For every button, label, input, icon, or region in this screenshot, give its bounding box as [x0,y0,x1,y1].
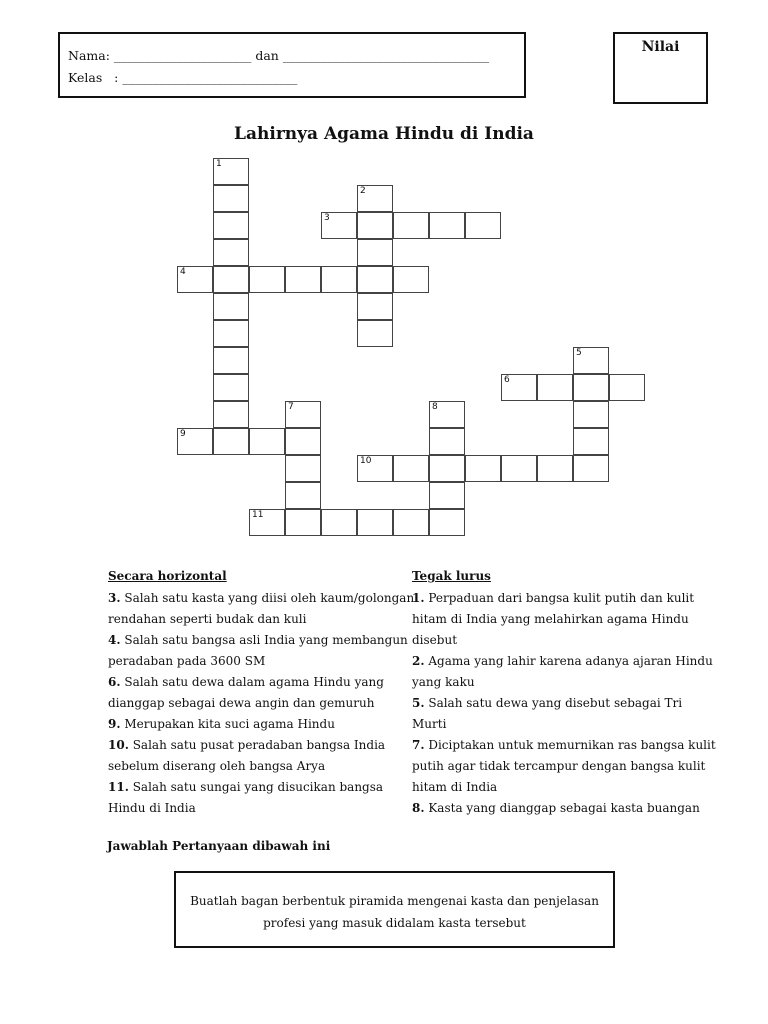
task-line: profesi yang masuk didalam kasta tersebut [263,916,526,930]
crossword-cell[interactable] [393,266,429,293]
clue-text: Merupakan kita suci agama Hindu [120,717,335,731]
horizontal-clues [108,588,414,819]
class-line[interactable]: Kelas : ____________________________ [68,70,298,85]
crossword-cell[interactable] [213,266,249,293]
crossword-cell[interactable] [573,347,609,374]
crossword-cell[interactable] [537,455,573,482]
clue-line [412,609,716,630]
clue-text: Salah satu pusat peradaban bangsa India [128,738,386,752]
clue-line [412,798,716,819]
clue-number: 8 [432,402,438,412]
crossword-cell[interactable] [393,509,429,536]
crossword-cell[interactable] [357,509,393,536]
clue-text: Salah satu dewa dalam agama Hindu yang [120,675,384,689]
clue-text: Salah satu dewa yang disebut sebagai Tri [424,696,683,710]
clue-number: 7 [288,402,294,412]
clue-line [108,798,414,819]
clue-number: 6 [504,375,510,385]
horizontal-heading: Secara horizontal [108,569,227,583]
crossword-cell[interactable] [609,374,645,401]
clue-line [108,714,414,735]
crossword-cell[interactable] [285,455,321,482]
clue-text: rendahan seperti budak dan kuli [108,612,307,626]
crossword-cell[interactable] [321,509,357,536]
crossword-cell[interactable] [177,266,213,293]
crossword-cell[interactable] [285,428,321,455]
clue-text: dianggap sebagai dewa angin dan gemuruh [108,696,375,710]
crossword-cell[interactable] [285,401,321,428]
crossword-cell[interactable] [429,212,465,239]
crossword-cell[interactable] [285,509,321,536]
crossword-cell[interactable] [249,509,285,536]
crossword-cell[interactable] [213,401,249,428]
crossword-cell[interactable] [213,320,249,347]
clue-line [108,756,414,777]
clue-line [412,756,716,777]
clue-number: 2 [360,186,366,196]
clue-num: 2. [412,654,425,668]
crossword-cell[interactable] [177,428,213,455]
crossword-cell[interactable] [249,428,285,455]
crossword-cell[interactable] [213,293,249,320]
crossword-cell[interactable] [429,509,465,536]
vertical-heading: Tegak lurus [412,569,491,583]
clue-number: 11 [252,510,264,520]
crossword-cell[interactable] [357,320,393,347]
crossword-cell[interactable] [465,212,501,239]
clue-num: 8. [412,801,425,815]
crossword-cell[interactable] [429,455,465,482]
crossword-cell[interactable] [213,185,249,212]
clue-text: Murti [412,717,447,731]
clue-line [412,588,716,609]
clue-number: 3 [324,213,330,223]
vertical-clues [412,588,716,819]
clue-num: 7. [412,738,425,752]
clue-num: 9. [108,717,121,731]
crossword-cell[interactable] [357,185,393,212]
clue-line [108,588,414,609]
clue-line [108,672,414,693]
clue-line [412,672,716,693]
page-title: Lahirnya Agama Hindu di India [234,124,534,144]
clue-text: Diciptakan untuk memurnikan ras bangsa kulit [424,738,716,752]
clue-line [108,609,414,630]
crossword-cell[interactable] [213,158,249,185]
clue-line [412,777,716,798]
clue-line [108,630,414,651]
clue-text: hitam di India yang melahirkan agama Hindu [412,612,689,626]
crossword-cell[interactable] [429,428,465,455]
clue-line [412,735,716,756]
clue-num: 5. [412,696,425,710]
clue-text: disebut [412,633,458,647]
clue-text: hitam di India [412,780,498,794]
name-line[interactable]: Nama: ______________________ dan _________________________________ [68,48,490,63]
crossword-cell[interactable] [573,455,609,482]
crossword-cell[interactable] [357,239,393,266]
clue-text: peradaban pada 3600 SM [108,654,266,668]
clue-number: 4 [180,267,186,277]
task-box [174,871,615,948]
crossword-cell[interactable] [285,482,321,509]
clue-text: Salah satu bangsa asli India yang membangun [120,633,408,647]
clue-number: 10 [360,456,372,466]
crossword-cell[interactable] [249,266,285,293]
clue-num: 4. [108,633,121,647]
clue-line [108,735,414,756]
crossword-cell[interactable] [465,455,501,482]
clue-line [412,630,716,651]
crossword-cell[interactable] [213,428,249,455]
crossword-cell[interactable] [573,401,609,428]
crossword-cell[interactable] [357,293,393,320]
clue-line [412,651,716,672]
crossword-cell[interactable] [213,239,249,266]
clue-number: 5 [576,348,582,358]
clue-line [108,777,414,798]
crossword-cell[interactable] [357,212,393,239]
crossword-cell[interactable] [573,374,609,401]
crossword-cell[interactable] [321,212,357,239]
task-line: Buatlah bagan berbentuk piramida mengenai kasta dan penjelasan [190,894,599,908]
clue-text: Agama yang lahir karena adanya ajaran Hindu [424,654,713,668]
crossword-cell[interactable] [285,266,321,293]
crossword-cell[interactable] [573,428,609,455]
clue-text: Salah satu sungai yang disucikan bangsa [128,780,384,794]
crossword-cell[interactable] [393,212,429,239]
crossword-cell[interactable] [213,374,249,401]
clue-line [108,693,414,714]
clue-line [108,651,414,672]
clue-text: Perpaduan dari bangsa kulit putih dan kulit [424,591,695,605]
clue-num: 10. [108,738,129,752]
crossword-cell[interactable] [213,347,249,374]
clue-text: Kasta yang dianggap sebagai kasta buangan [424,801,700,815]
crossword-cell[interactable] [213,212,249,239]
clue-num: 6. [108,675,121,689]
crossword-cell[interactable] [501,374,537,401]
clue-number: 9 [180,429,186,439]
clue-text: yang kaku [412,675,475,689]
clue-num: 1. [412,591,425,605]
clue-text: Salah satu kasta yang diisi oleh kaum/golongan [120,591,415,605]
crossword-cell[interactable] [321,266,357,293]
clue-num: 11. [108,780,129,794]
crossword-cell[interactable] [501,455,537,482]
clue-line [412,714,716,735]
crossword-cell[interactable] [429,401,465,428]
crossword-cell[interactable] [357,455,393,482]
clue-text: sebelum diserang oleh bangsa Arya [108,759,326,773]
crossword-cell[interactable] [357,266,393,293]
clue-text: putih agar tidak tercampur dengan bangsa kulit [412,759,706,773]
crossword-cell[interactable] [429,482,465,509]
section-label: Jawablah Pertanyaan dibawah ini [107,839,331,853]
score-label: Nilai [641,39,680,55]
clue-number: 1 [216,159,222,169]
crossword-cell[interactable] [537,374,573,401]
crossword-cell[interactable] [393,455,429,482]
clue-num: 3. [108,591,121,605]
clue-text: Hindu di India [108,801,196,815]
clue-line [412,693,716,714]
